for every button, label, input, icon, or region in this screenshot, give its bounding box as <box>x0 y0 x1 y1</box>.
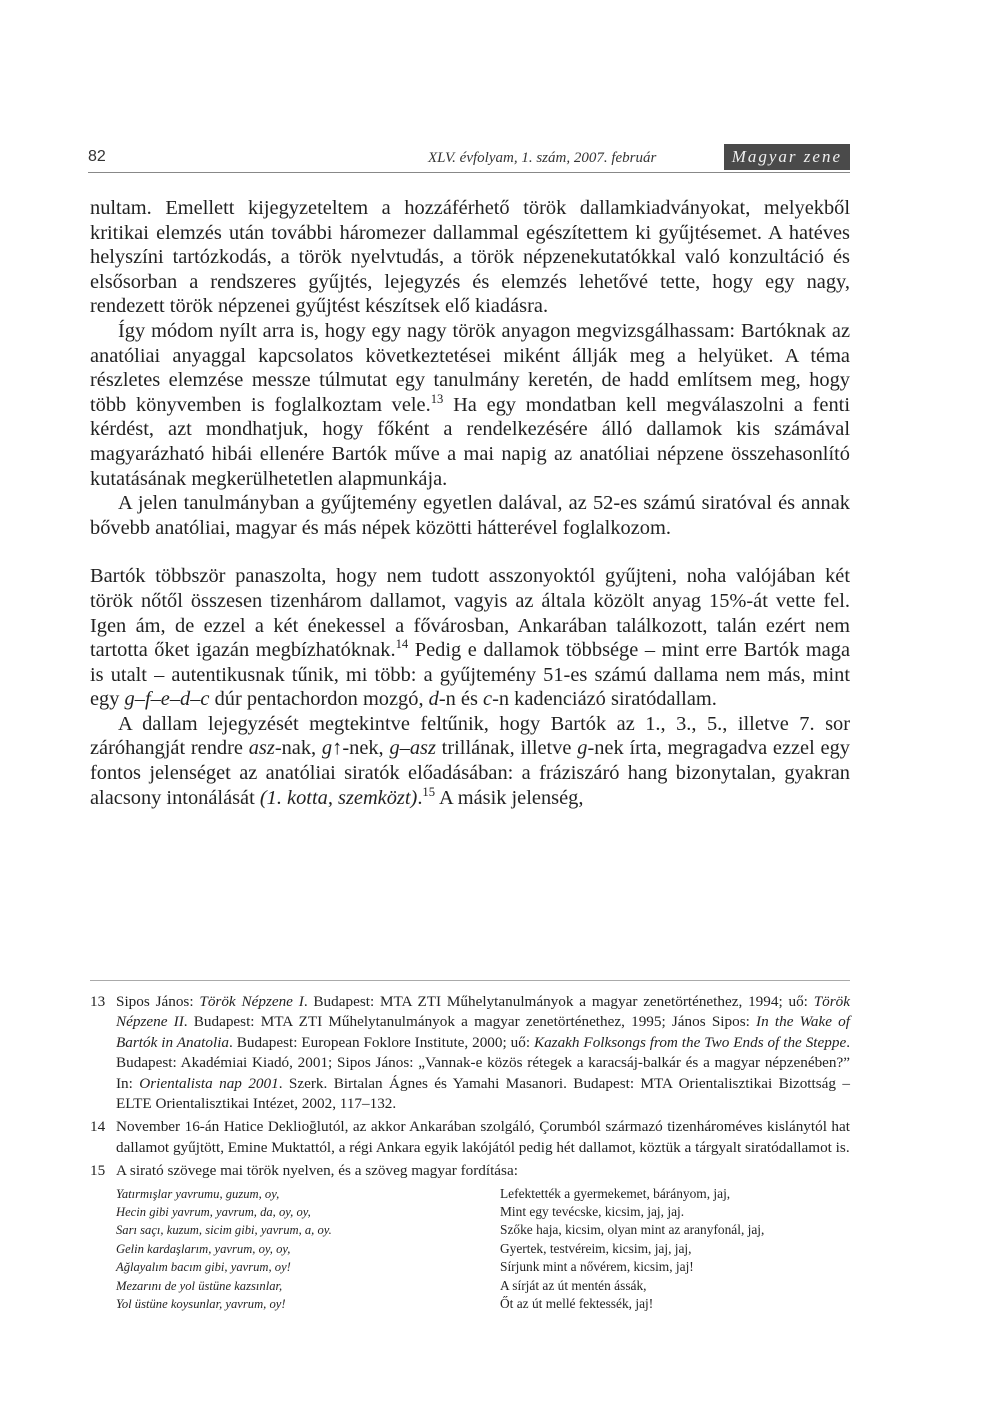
hungarian-line: Sírjunk mint a nővérem, kicsim, jaj! <box>500 1259 694 1275</box>
footnote-15: 15 A sirató szövege mai török nyelven, és a szöveg magyar fordítása: <box>90 1162 518 1180</box>
running-header <box>88 142 850 172</box>
turkish-line: Sarı saçı, kuzum, sicim gibi, yavrum, a, oy. <box>116 1223 332 1238</box>
footnote-ref-14[interactable]: 14 <box>395 637 409 652</box>
paragraph-2: Így módom nyílt arra is, hogy egy nagy török anyagon megvizsgálhassam: Bartóknak az anatóliai anyaggal kapcsolatos következtetései miként állják meg a helyüket. A téma részletes elemzése messze túlmutat egy tanulmány keretén, de hadd említsem meg, hogy több könyvemben is foglalkoztam vele.$^{13}$ Ha egy mondatban kell megválaszolni a fenti kérdést, azt mondhatjuk, hogy főként a rendelkezésére álló dallamok kis számával magyarázható hibái ellenére Bartók műve a mai napig az anatóliai népzene összehasonlító kutatásának megkerülhetetlen alapmunkája. <box>90 319 850 490</box>
hungarian-line: Gyertek, testvéreim, kicsim, jaj, jaj, <box>500 1240 692 1256</box>
journal-issue: XLV. évfolyam, 1. szám, 2007. február <box>428 150 657 166</box>
turkish-line: Hecin gibi yavrum, yavrum, da, oy, oy, <box>116 1205 311 1220</box>
hungarian-line: Őt az út mellé fektessék, jaj! <box>500 1296 654 1312</box>
journal-badge: Magyar zene <box>724 144 850 170</box>
hungarian-line: Szőke haja, kicsim, olyan mint az aranyfonál, jaj, <box>500 1222 765 1238</box>
footnote-14: 14 November 16-án Hatice Deklioğlutól, az akkor Ankarában szolgáló, Çorumból származó tizenhároméves kislánytól hat dallamot gyűjtött, Emine Muktattól, a régi Ankara egyik lakójától pedig hét dallamot, köztük a tárgyalt siratódallamot is. <box>90 1118 850 1156</box>
turkish-line: Yatırmışlar yavrumu, guzum, oy, <box>116 1186 280 1201</box>
footnote-ref-15[interactable]: 15 <box>422 784 436 799</box>
lament-text <box>90 1185 850 1314</box>
footnote-ref-13[interactable]: 13 <box>430 391 444 406</box>
paragraph-3: A jelen tanulmányban a gyűjtemény egyetlen dalával, az 52-es számú siratóval és annak bővebb anatóliai, magyar és más népek közötti hátterével foglalkozom. <box>90 492 850 539</box>
main-text <box>90 196 850 810</box>
turkish-line: Gelin kardaşlarım, yavrum, oy, oy, <box>116 1241 291 1256</box>
header-rule <box>88 172 850 173</box>
paragraph-4: Bartók többször panaszolta, hogy nem tudott asszonyoktól gyűjteni, noha valójában két török nőtől összesen tizenhárom dallamot, vagyis az általa közölt anyag 15%-át vette fel. Igen ám, de ezzel a két énekessel a fővárosban, Ankarában találkozott, talán ezért nem tartotta őket igazán megbízhatóknak.$^{14}$ Pedig e dallamok többsége – mint erre Bartók maga is utalt – autentikusnak tűnik, mi több: a gyűjtemény 51-es számú dallama nem más, mint egy g–f–e–d–c dúr pentachordon mozgó, d-n és c-n kadenciázó siratódallam. <box>90 565 850 711</box>
up-arrow-icon: ↑ <box>332 737 343 760</box>
hungarian-line: A sírját az út mentén ássák, <box>500 1277 647 1293</box>
turkish-line: Yol üstüne koysunlar, yavrum, oy! <box>116 1297 286 1312</box>
footnote-rule <box>90 980 850 981</box>
paragraph-5: A dallam lejegyzését megtekintve feltűnik, hogy Bartók az 1., 3., 5., illetve 7. sor záróhangját rendre asz-nak, g↑-nek, g–asz trillának, illetve g-nek írta, megragadva ezzel egy fontos jelenséget az anatóliai siratók előadásában: a fráziszáró hang bizonytalan, gyakran alacsony intonálását (1. kotta, szemközt).$^{15}$ A másik jelenség, <box>90 712 850 809</box>
paragraph-1: nultam. Emellett kijegyzeteltem a hozzáférhető török dallamkiadványokat, melyekből kritikai elemzés után további háromezer dallammal egészítettem ki gyűjtésemet. A hatéves helyszíni tartózkodás, a török nyelvtudás, a török népzenekutatókkal való konzultáció és elsősorban a rendszeres gyűjtés, lejegyzés és elemzés lehetővé tette, hogy egy nagy, rendezett török népzenei gyűjtést készítsek elő kiadásra. <box>90 197 850 318</box>
turkish-lyrics <box>116 1185 500 1314</box>
footnotes <box>90 992 850 1314</box>
footnote-13: 13 Sipos János: Török Népzene I. Budapest: MTA ZTI Műhelytanulmányok a magyar zenetörténethez, 1994; uő: Török Népzene II. Budapest: MTA ZTI Műhelytanulmányok a magyar zenetörténethez, 1995; János Sipos: In the Wake of Bartók in Anatolia. Budapest: European Foklore Institute, 2000; uő: Kazakh Folksongs from the Two Ends of the Steppe. Budapest: Akadémiai Kiadó, 2001; Sipos János: „Vannak-e közös rétegek a karacsáj-balkár és a magyar népzenében?” In: Orientalista nap 2001. Szerk. Birtalan Ágnes és Yamahi Masanori. Budapest: MTA Orientalisztikai Bizottság – ELTE Orientalisztikai Intézet, 2002, 117–132. <box>90 993 851 1113</box>
hungarian-line: Mint egy tevécske, kicsim, jaj, jaj. <box>500 1204 685 1220</box>
turkish-line: Ağlayalım bacım gibi, yavrum, oy! <box>116 1260 291 1275</box>
turkish-line: Mezarını de yol üstüne kazsınlar, <box>116 1278 283 1293</box>
page-number: 82 <box>88 148 106 165</box>
hungarian-line: Lefektették a gyermekemet, bárányom, jaj, <box>500 1185 731 1201</box>
hungarian-translation <box>500 1185 764 1314</box>
